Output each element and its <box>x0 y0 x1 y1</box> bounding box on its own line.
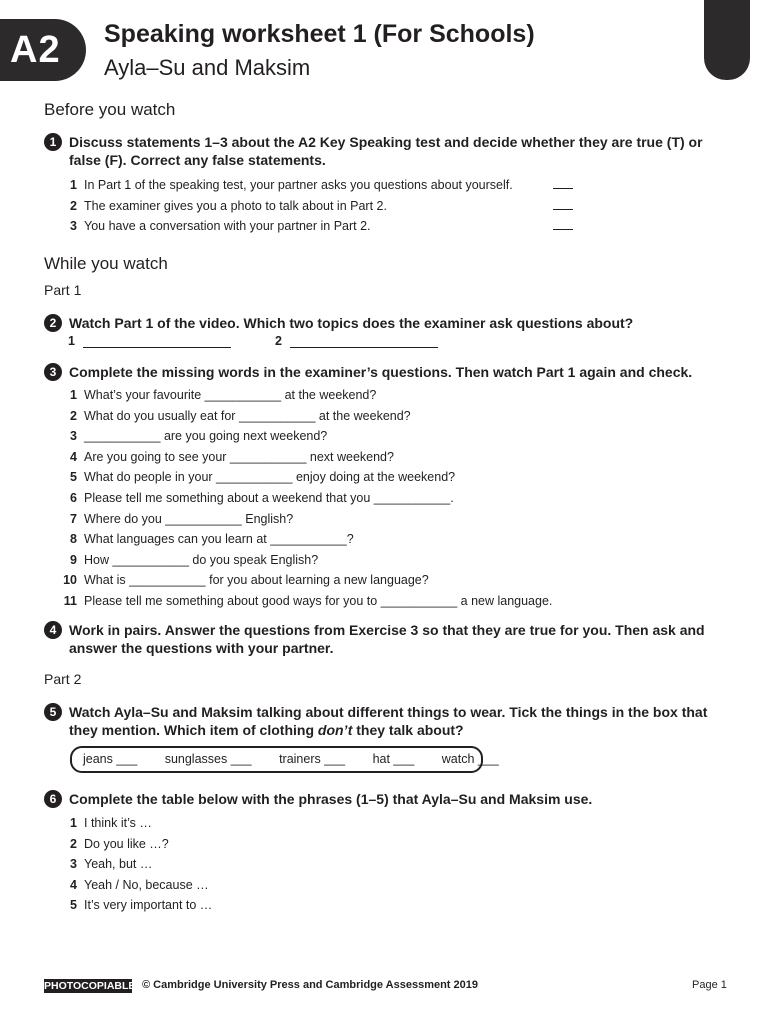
item-text: How ___________ do you speak English? <box>84 552 319 567</box>
exercise-2 <box>44 314 724 332</box>
item-text: Please tell me something about a weekend that you ___________. <box>84 490 454 505</box>
instruction-text: they talk about? <box>352 722 464 738</box>
item-number: 4 <box>70 449 77 464</box>
item-text: Do you like …? <box>84 836 169 851</box>
copyright-text: © Cambridge University Press and Cambridge Assessment 2019 <box>142 979 478 991</box>
item-text: What do people in your ___________ enjoy doing at the weekend? <box>84 470 456 485</box>
word-box-item[interactable]: sunglasses ___ <box>164 752 252 766</box>
item-text: What do you usually eat for ___________ at the weekend? <box>84 408 411 423</box>
answer-line[interactable] <box>83 346 231 348</box>
ex1-statement-list <box>60 175 720 237</box>
item-text: You have a conversation with your partner in Part 2. <box>84 219 371 234</box>
exercise-4 <box>44 621 724 657</box>
before-watch-heading: Before you watch <box>44 100 176 119</box>
page-title: Speaking worksheet 1 (For Schools) <box>104 20 535 48</box>
item-number: 1 <box>70 816 77 830</box>
item-text: ___________ are you going next weekend? <box>84 429 328 444</box>
list-item <box>60 550 720 571</box>
list-item <box>60 509 720 530</box>
list-item <box>60 529 720 550</box>
page-subtitle: Ayla–Su and Maksim <box>104 55 311 80</box>
exercise-instruction: Watch Part 1 of the video. Which two topics does the examiner ask questions about? <box>69 315 634 331</box>
list-item <box>60 406 720 427</box>
instruction-emphasis: don’t <box>317 722 353 738</box>
item-number: 8 <box>70 532 77 547</box>
item-text: In Part 1 of the speaking test, your partner asks you questions about yourself. <box>84 178 513 192</box>
word-box-item[interactable]: jeans ___ <box>83 752 138 766</box>
list-item <box>60 834 720 855</box>
exercise-6 <box>44 790 724 808</box>
list-item <box>60 196 720 217</box>
item-text: I think it’s … <box>84 816 152 830</box>
list-item <box>60 488 720 509</box>
part1-heading: Part 1 <box>44 282 82 298</box>
item-number: 7 <box>70 511 77 526</box>
exercise-1 <box>44 133 724 169</box>
item-number: 4 <box>70 877 77 892</box>
exercise-number: 3 <box>44 363 62 381</box>
exercise-number: 5 <box>44 703 62 721</box>
list-item <box>60 570 720 591</box>
level-badge <box>0 19 86 81</box>
item-text: Where do you ___________ English? <box>84 511 294 526</box>
list-item <box>60 175 720 196</box>
item-number: 2 <box>70 836 77 851</box>
item-text: Please tell me something about good ways for you to ___________ a new language. <box>84 593 553 608</box>
item-text: Are you going to see your ___________ next weekend? <box>84 449 394 464</box>
exercise-instruction: Complete the table below with the phrases (1–5) that Ayla–Su and Maksim use. <box>69 791 593 807</box>
item-number: 3 <box>70 219 77 234</box>
list-item <box>60 854 720 875</box>
ex3-question-list <box>60 385 720 612</box>
list-item <box>60 385 720 406</box>
item-number: 9 <box>70 552 77 567</box>
item-number: 6 <box>70 490 77 505</box>
exercise-number: 4 <box>44 621 62 639</box>
instruction-text: Watch Ayla–Su and Maksim talking about different things to wear. Tick the things in the box that they mention. Which item of clothing <box>69 704 708 738</box>
exercise-number: 1 <box>44 133 62 151</box>
item-text: The examiner gives you a photo to talk about in Part 2. <box>84 198 387 213</box>
exercise-5 <box>44 703 724 739</box>
item-number: 1 <box>70 388 77 402</box>
exercise-instruction: Work in pairs. Answer the questions from Exercise 3 so that they are true for you. Then ask and answer the questions with your partner. <box>69 622 705 656</box>
answer-number: 1 <box>68 334 75 348</box>
list-item <box>60 895 720 916</box>
item-number: 2 <box>70 408 77 423</box>
corner-tab <box>704 0 750 80</box>
photocopiable-label: PHOTOCOPIABLE <box>44 980 136 992</box>
exercise-instruction: Discuss statements 1–3 about the A2 Key Speaking test and decide whether they are true (T) or false (F). Correct any false statements. <box>69 134 703 168</box>
item-number: 2 <box>70 198 77 213</box>
word-box-item[interactable]: trainers ___ <box>279 752 346 766</box>
answer-blank[interactable] <box>553 229 573 230</box>
item-text: What is ___________ for you about learning a new language? <box>84 573 429 588</box>
item-text: It’s very important to … <box>84 898 213 913</box>
exercise-number: 6 <box>44 790 62 808</box>
answer-line[interactable] <box>290 346 438 348</box>
answer-blank[interactable] <box>553 188 573 189</box>
item-number: 11 <box>63 593 77 608</box>
item-text: Yeah, but … <box>84 857 153 872</box>
list-item <box>60 216 720 237</box>
item-text: What’s your favourite ___________ at the weekend? <box>84 388 377 402</box>
answer-blank[interactable] <box>553 209 573 210</box>
exercise-instruction: Complete the missing words in the examiner’s questions. Then watch Part 1 again and check. <box>69 364 693 380</box>
list-item <box>60 875 720 896</box>
item-text: Yeah / No, because … <box>84 877 209 892</box>
answer-number: 2 <box>275 334 282 348</box>
ex6-phrase-list <box>60 813 720 916</box>
list-item <box>60 813 720 834</box>
item-number: 5 <box>70 470 77 485</box>
word-box-item[interactable]: hat ___ <box>372 752 415 766</box>
exercise-3 <box>44 363 724 381</box>
word-box-item[interactable]: watch ___ <box>441 752 499 766</box>
list-item <box>60 467 720 488</box>
while-watch-heading: While you watch <box>44 254 168 273</box>
part2-heading: Part 2 <box>44 671 82 687</box>
clothing-word-box <box>70 746 499 773</box>
item-text: What languages can you learn at ___________? <box>84 532 354 547</box>
item-number: 5 <box>70 898 77 913</box>
exercise-number: 2 <box>44 314 62 332</box>
item-number: 3 <box>70 857 77 872</box>
page-number: Page 1 <box>692 979 727 991</box>
level-label: A2 <box>10 29 61 71</box>
item-number: 3 <box>70 429 77 444</box>
list-item <box>60 447 720 468</box>
list-item <box>60 591 720 612</box>
exercise-instruction <box>69 703 724 739</box>
item-number: 1 <box>70 178 77 192</box>
item-number: 10 <box>63 573 77 588</box>
list-item <box>60 426 720 447</box>
